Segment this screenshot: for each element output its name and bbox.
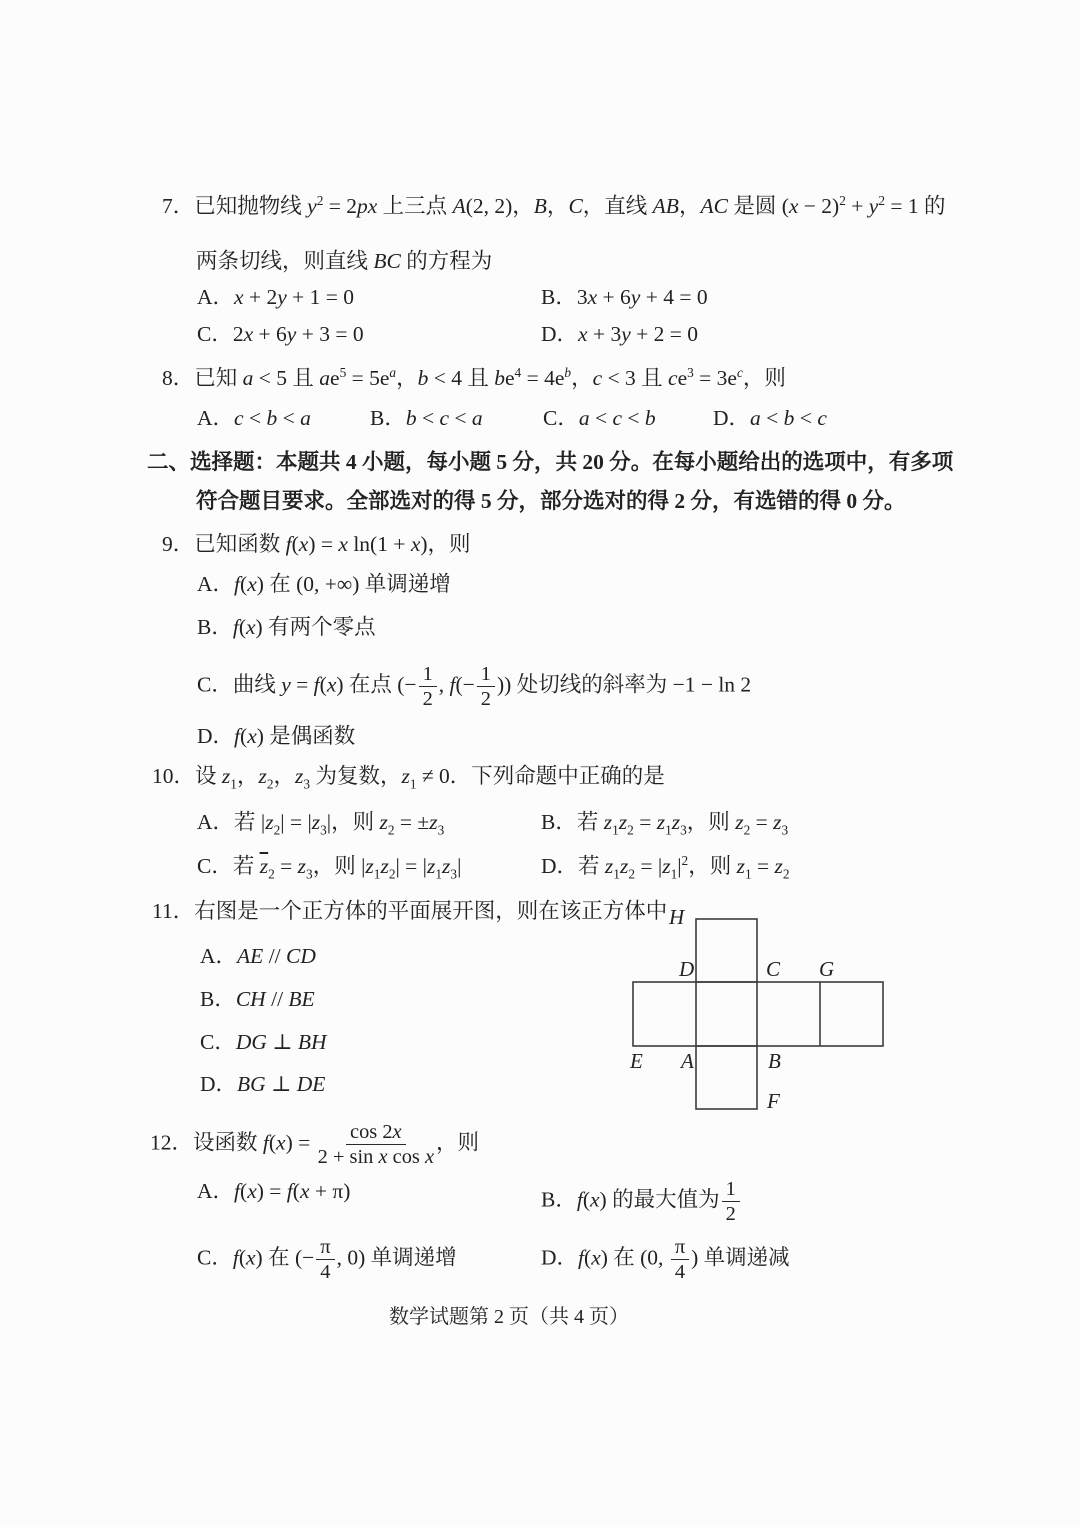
question-10-stem: 10．设 $z_1$，$z_2$，$z_3$ 为复数，$z_1 \ne 0$．下列命题中正确的是 — [152, 764, 665, 792]
net-top-square — [696, 919, 757, 982]
question-7-option-d: D．x + 3y + 2 = 0 — [541, 322, 699, 346]
net-vertex-label-b: B — [768, 1049, 781, 1073]
question-11-option-b: B．CH // BE — [200, 987, 315, 1011]
net-vertex-label-f: F — [767, 1089, 780, 1113]
question-12-option-a: A．f(x) = f(x + π) — [197, 1179, 351, 1203]
question-8-option-d: D．a < b < c — [713, 406, 827, 430]
question-11-option-d: D．BG ⊥ DE — [200, 1072, 326, 1096]
question-8-option-c: C．a < c < b — [543, 406, 656, 430]
question-7-option-a: A．x + 2y + 1 = 0 — [197, 285, 355, 309]
question-8-option-a: A．c < b < a — [197, 406, 311, 430]
question-11-option-a: A．AE // CD — [200, 944, 316, 968]
net-vertex-label-e: E — [630, 1049, 643, 1073]
net-vertex-label-c: C — [766, 957, 781, 981]
question-7-stem-line-2: 两条切线，则直线 BC 的方程为 — [196, 249, 493, 273]
net-vertex-label-a: A — [681, 1049, 694, 1073]
net-bottom-square — [696, 1046, 757, 1109]
question-10-option-b: B．若 $z_1z_2 = z_1z_3$，则 $z_2 = z_3$ — [541, 810, 789, 838]
question-12-stem: 12．设函数 f(x) = $\frac{\cos 2x}{\text{2 + sin x cos x}}$ ，则 — [150, 1121, 480, 1169]
question-10-option-d: D．若 $z_1z_2 = |z_1|^2$，则 $z_1 = z_2$ — [541, 852, 790, 882]
cube-net-lines — [625, 902, 895, 1117]
question-9-option-c: C．曲线 y = f(x) 在点 (− $\frac{1}{2}$ , f(− $\frac{1}{2}$ )) 处切线的斜率为 −1 − ln 2 — [197, 663, 752, 711]
question-8-option-b: B．b < c < a — [370, 406, 483, 430]
net-vertex-label-d: D — [679, 957, 695, 981]
question-7-stem-line-1: 7．已知抛物线 $y^2 = 2px$ 上三点 A(2, 2)，B，C，直线 AB，AC 是圆 $(x - 2)^2 + y^2 = 1$ 的 — [162, 192, 946, 218]
section-2-header-line-1: 二、选择题：本题共 4 小题，每小题 5 分，共 20 分。在每小题给出的选项中，有多项 — [147, 450, 954, 474]
question-10-option-a: A．若 $|z_2| = |z_3|$，则 $z_2 = \pm z_3$ — [197, 810, 445, 838]
question-7-option-c: C．2x + 6y + 3 = 0 — [197, 322, 364, 346]
question-11-option-c: C．DG ⊥ BH — [200, 1030, 327, 1054]
net-row-outline — [633, 982, 883, 1046]
question-10-option-c: C．若 $z_2 = z_3$，则 $|z_1z_2| = |z_1z_3|$ — [197, 854, 462, 882]
question-9-option-a: A．f(x) 在 (0, +∞) 单调递增 — [197, 572, 451, 596]
page-footer: 数学试题第 2 页（共 4 页） — [389, 1306, 629, 1328]
question-11-stem: 11．右图是一个正方体的平面展开图，则在该正方体中 — [152, 899, 668, 923]
net-vertex-label-h: H — [669, 905, 685, 929]
question-12-option-c: C．f(x) 在 (− $\frac{\pi}{4}$ , 0) 单调递增 — [197, 1236, 457, 1284]
question-8-stem: 8．已知 a < 5 且 $ae^5 = 5e^a$，b < 4 且 $be^4 = 4e^b$，c < 3 且 $ce^3 = 3e^c$，则 — [162, 364, 786, 390]
question-9-option-d: D．f(x) 是偶函数 — [197, 724, 356, 748]
question-12-option-d: D．f(x) 在 (0, $\frac{\pi}{4}$ ) 单调递减 — [541, 1236, 790, 1284]
section-2-header-line-2: 符合题目要求。全部选对的得 5 分，部分选对的得 2 分，有选错的得 0 分。 — [196, 489, 906, 513]
question-9-option-b: B．f(x) 有两个零点 — [197, 615, 376, 639]
net-vertex-label-g: G — [819, 957, 835, 981]
question-7-option-b: B．3x + 6y + 4 = 0 — [541, 285, 708, 309]
question-9-stem: 9．已知函数 f(x) = x ln(1 + x)，则 — [162, 532, 471, 556]
cube-net-diagram — [625, 902, 895, 1117]
question-12-option-b: B．f(x) 的最大值为 $\frac{1}{2}$ — [541, 1178, 742, 1225]
